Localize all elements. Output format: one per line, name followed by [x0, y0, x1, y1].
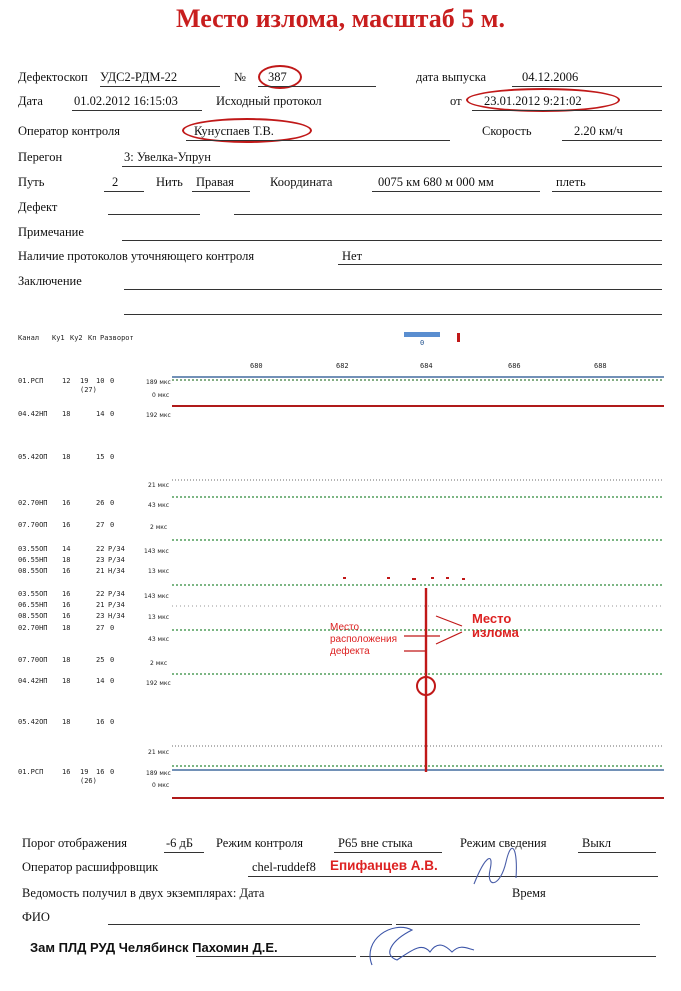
ch-8-scale1: 13 мкс	[148, 568, 169, 575]
from-label: от	[450, 94, 462, 108]
tick-4: 688	[594, 362, 607, 370]
ch-7-kp: 23	[96, 556, 105, 564]
operator-value: Кунуспаев Т.В.	[194, 124, 274, 138]
marker-label: 0	[420, 339, 425, 347]
ch-1-kp: 14	[96, 410, 105, 418]
release-date-value: 04.12.2006	[522, 70, 579, 84]
deputy-line: Зам ПЛД РУД Челябинск Пахомин Д.Е.	[30, 940, 278, 955]
tick-3: 686	[508, 362, 521, 370]
break-annotation: Место излома	[472, 611, 519, 640]
ch-12-kp: 27	[96, 624, 105, 632]
ch-4-r: 0	[110, 499, 115, 507]
ch-13-kp: 25	[96, 656, 105, 664]
col-razvorot: Разворот	[100, 334, 134, 342]
ch-0-ku1: 12	[62, 377, 71, 385]
ch-10-name: 06.55НП	[18, 601, 48, 609]
ch-15-r: 0	[110, 718, 115, 726]
ch-14-ku1: 18	[62, 677, 71, 685]
release-date-label: дата выпуска	[416, 70, 487, 84]
ch-17-ku2b: (26)	[80, 777, 97, 785]
time-label: Время	[512, 886, 546, 900]
ch-2-kp: 15	[96, 453, 105, 461]
defect-label: Дефект	[18, 200, 58, 214]
number-label: №	[234, 70, 246, 84]
col-ku2: Ку2	[70, 334, 83, 342]
ch-6-scale1: 143 мкс	[144, 548, 169, 555]
ch-15-ku1: 18	[62, 718, 71, 726]
col-ku1: Ку1	[52, 334, 65, 342]
ch-10-ku1: 16	[62, 601, 71, 609]
coord-value: 0075 км 680 м 000 мм	[378, 175, 494, 189]
ch-2-name: 05.42ОП	[18, 453, 48, 461]
ch-10-kp: 21	[96, 601, 105, 609]
ch-11-r: Н/34	[108, 612, 125, 620]
ch-12-name: 02.70НП	[18, 624, 48, 632]
track-value: 2	[112, 175, 119, 189]
ch-9-ku1: 16	[62, 590, 71, 598]
ch-6-kp: 22	[96, 545, 105, 553]
ch-0-scale2: 0 мкс	[152, 392, 170, 399]
rail-label: Нить	[156, 175, 183, 189]
ch-0-ku2: 19	[80, 377, 89, 385]
decoder-label: Оператор расшифровщик	[22, 860, 159, 874]
ch-17-ku1: 16	[62, 768, 71, 776]
ch-2-ku1: 18	[62, 453, 71, 461]
ch-9-kp: 22	[96, 590, 105, 598]
ch-9-name: 03.55ОП	[18, 590, 48, 598]
operator-label: Оператор контроля	[18, 124, 120, 138]
threshold-value: -6 дБ	[166, 836, 194, 850]
ch-2-r: 0	[110, 453, 115, 461]
ch-6-r: Р/34	[108, 545, 125, 553]
ch-14-r: 0	[110, 677, 115, 685]
ch-17-name: 01.РСП	[18, 768, 44, 776]
ch-13-scale1: 2 мкс	[150, 660, 168, 667]
fio-label: ФИО	[22, 910, 50, 924]
haul-label: Перегон	[18, 150, 63, 164]
mode-value: Р65 вне стыка	[338, 836, 413, 850]
ch-0-kp: 10	[96, 377, 105, 385]
ch-12-ku1: 18	[62, 624, 71, 632]
ch-11-name: 08.55ОП	[18, 612, 48, 620]
defectoscope-label: Дефектоскоп	[18, 70, 88, 84]
ch-15-kp: 16	[96, 718, 105, 726]
tick-1: 682	[336, 362, 349, 370]
merge-label: Режим сведения	[460, 836, 547, 850]
ch-17-r: 0	[110, 768, 115, 776]
mode-label: Режим контроля	[216, 836, 304, 850]
ch-14-scale1: 192 мкс	[146, 680, 171, 687]
rail-value: Правая	[196, 175, 234, 189]
clarify-value: Нет	[342, 249, 363, 263]
ch-10-r: Р/34	[108, 601, 125, 609]
ch-9-scale1: 143 мкс	[144, 593, 169, 600]
ch-8-ku1: 16	[62, 567, 71, 575]
ch-1-name: 04.42НП	[18, 410, 48, 418]
ch-5-ku1: 16	[62, 521, 71, 529]
ch-13-r: 0	[110, 656, 115, 664]
ch-4-scale1: 43 мкс	[148, 502, 169, 509]
source-protocol-label: Исходный протокол	[216, 94, 322, 108]
ch-0-name: 01.РСП	[18, 377, 44, 385]
ch-9-r: Р/34	[108, 590, 125, 598]
ch-4-kp: 26	[96, 499, 105, 507]
merge-value: Выкл	[582, 836, 612, 850]
ch-0-r: 0	[110, 377, 115, 385]
ch-3-scale1: 21 мкс	[148, 482, 169, 489]
ch-5-r: 0	[110, 521, 115, 529]
ch-8-name: 08.55ОП	[18, 567, 48, 575]
ch-1-scale1: 192 мкс	[146, 412, 171, 419]
ch-13-name: 07.70ОП	[18, 656, 48, 664]
ch-4-ku1: 16	[62, 499, 71, 507]
speed-value: 2.20 км/ч	[574, 124, 623, 138]
speed-label: Скорость	[482, 124, 532, 138]
col-channel: Канал	[18, 334, 40, 342]
ch-7-r: Р/34	[108, 556, 125, 564]
ch-5-name: 07.70ОП	[18, 521, 48, 529]
ch-6-name: 03.55ОП	[18, 545, 48, 553]
defectoscope-value: УДС2-РДМ-22	[100, 70, 178, 84]
ch-15-name: 05.42ОП	[18, 718, 48, 726]
decoder-name: Епифанцев А.В.	[330, 858, 438, 873]
col-kp: Кп	[88, 334, 97, 342]
conclusion-label: Заключение	[18, 274, 82, 288]
threshold-label: Порог отображения	[22, 836, 127, 850]
ch-13-ku1: 18	[62, 656, 71, 664]
deputy-signature	[352, 910, 502, 980]
ch-5-scale1: 2 мкс	[150, 524, 168, 531]
ch-14-kp: 14	[96, 677, 105, 685]
page-title: Место излома, масштаб 5 м.	[176, 4, 505, 33]
ch-11-kp: 23	[96, 612, 105, 620]
ch-11-ku1: 16	[62, 612, 71, 620]
ch-6-ku1: 14	[62, 545, 71, 553]
ch-1-r: 0	[110, 410, 115, 418]
ch-8-kp: 21	[96, 567, 105, 575]
defect-annotation: Место расположения дефекта	[330, 622, 398, 657]
ch-17-ku2: 19	[80, 768, 89, 776]
from-value: 23.01.2012 9:21:02	[484, 94, 582, 108]
ch-5-kp: 27	[96, 521, 105, 529]
ch-0-scale1: 189 мкс	[146, 379, 171, 386]
ch-7-name: 06.55НП	[18, 556, 48, 564]
decoder-login: chel-ruddef8	[252, 860, 316, 874]
date-label: Дата	[18, 94, 43, 108]
clarify-label: Наличие протоколов уточняющего контроля	[18, 249, 255, 263]
haul-value: 3: Увелка-Упрун	[124, 150, 211, 164]
track-label: Путь	[18, 175, 45, 189]
ch-0-ku2b: (27)	[80, 386, 97, 394]
tick-2: 684	[420, 362, 433, 370]
coord-label: Координата	[270, 175, 333, 189]
ch-17-kp: 16	[96, 768, 105, 776]
ch-12-r: 0	[110, 624, 115, 632]
ch-17-scale1: 189 мкс	[146, 770, 171, 777]
ch-16-scale1: 21 мкс	[148, 749, 169, 756]
ch-12-scale1: 43 мкс	[148, 636, 169, 643]
ch-11-scale1: 13 мкс	[148, 614, 169, 621]
ch-8-r: Н/34	[108, 567, 125, 575]
ch-4-name: 02.70НП	[18, 499, 48, 507]
whip-label: плеть	[556, 175, 586, 189]
defect-dots	[343, 577, 465, 580]
note-label: Примечание	[18, 225, 84, 239]
received-label: Ведомость получил в двух экземплярах: Дата	[22, 886, 265, 900]
ch-14-name: 04.42НП	[18, 677, 48, 685]
ch-1-ku1: 18	[62, 410, 71, 418]
ch-7-ku1: 18	[62, 556, 71, 564]
number-value: 387	[268, 70, 287, 84]
ch-17-scale2: 0 мкс	[152, 782, 170, 789]
tick-0: 680	[250, 362, 263, 370]
date-value: 01.02.2012 16:15:03	[74, 94, 178, 108]
